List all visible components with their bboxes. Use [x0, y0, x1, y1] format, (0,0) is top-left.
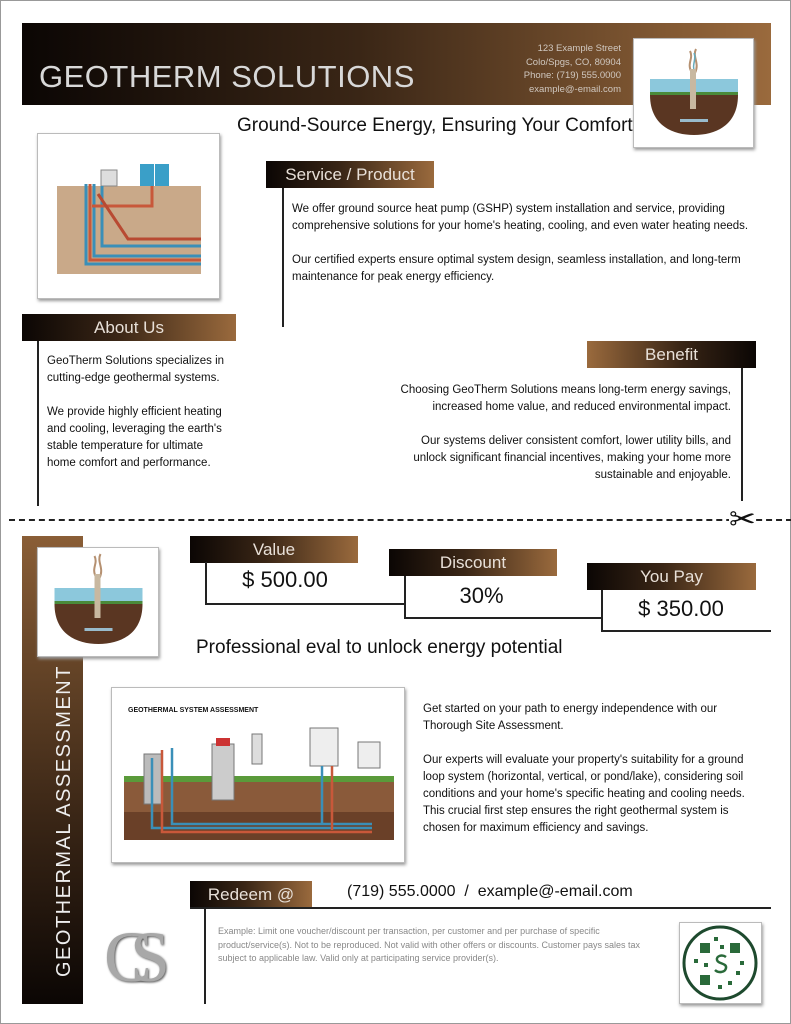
value-amount: $ 500.00 [242, 567, 328, 592]
coupon-tagline: Professional eval to unlock energy potential [196, 637, 563, 658]
discount-header: Discount [389, 549, 557, 576]
assessment-text [423, 701, 763, 854]
redeem-header: Redeem @ [190, 881, 312, 908]
about-header: About Us [22, 314, 236, 341]
redeem-divider [190, 907, 771, 909]
redeem-contact[interactable]: (719) 555.0000 / example@-email.com [347, 883, 633, 900]
discount-amount: 30% [459, 583, 504, 608]
benefit-text [391, 382, 731, 501]
value-box-line [205, 603, 405, 605]
geotherm-logo-icon [634, 39, 753, 147]
discount-box-line [404, 576, 406, 619]
qr-code-box[interactable] [679, 922, 762, 1004]
benefit-paragraph: Choosing GeoTherm Solutions means long-term energy savings, increased home value, and reduced environmental impact. [400, 384, 731, 413]
contact-block [524, 42, 621, 96]
pay-box-line [601, 630, 771, 632]
service-header: Service / Product [266, 161, 434, 188]
assessment-paragraph: Get started on your path to energy independence with our Thorough Site Assessment. [423, 703, 718, 732]
fine-print-divider [204, 908, 206, 1004]
discount-box-line [404, 617, 602, 619]
address-line2: Colo/Spgs, CO, 80904 [525, 56, 621, 68]
scissors-icon: ✂ [729, 501, 756, 537]
about-paragraph: GeoTherm Solutions specializes in cutting-edge geothermal systems. [47, 355, 225, 384]
you-pay-header: You Pay [587, 563, 756, 590]
benefit-header: Benefit [587, 341, 756, 368]
benefit-paragraph: Our systems deliver consistent comfort, lower utility bills, and unlock significant financial incentives, making your home more sustainable and enjoyable. [413, 435, 731, 481]
assessment-image [111, 687, 405, 863]
ground-loop-diagram-icon [38, 134, 219, 298]
assessment-image-title: GEOTHERMAL SYSTEM ASSESSMENT [128, 707, 259, 714]
service-text [292, 201, 762, 303]
service-divider [282, 188, 284, 327]
cs-monogram-logo: CS [104, 917, 149, 997]
value-header: Value [190, 536, 358, 563]
cut-line [9, 519, 791, 521]
company-title: GEOTHERM SOLUTIONS [39, 59, 415, 94]
email[interactable]: example@-email.com [528, 83, 621, 95]
service-paragraph: We offer ground source heat pump (GSHP) system installation and service, providing comprehensive solutions for your home's heating, cooling, and even water heating needs. [292, 203, 749, 232]
service-paragraph: Our certified experts ensure optimal system design, seamless installation, and long-term maintenance for peak energy efficiency. [292, 254, 741, 283]
phone[interactable]: Phone: (719) 555.0000 [523, 70, 621, 82]
address-line1: 123 Example Street [537, 43, 621, 54]
geotherm-logo-icon [38, 548, 158, 656]
pay-box-line [601, 590, 603, 632]
value-box-line [205, 562, 207, 605]
main-tagline: Ground-Source Energy, Ensuring Your Comfort [237, 115, 633, 136]
about-paragraph: We provide highly efficient heating and cooling, leveraging the earth's stable temperature for ultimate home comfort and performance. [47, 406, 222, 469]
assessment-paragraph: Our experts will evaluate your property's suitability for a ground loop system (horizontal, vertical, or pond/lake), considering soil conditions and your home's specific heating and cooling needs. This crucial first step ensures the right geothermal system is chosen for maximum efficiency and savings. [423, 754, 745, 834]
coupon-logo-box [37, 547, 159, 657]
qr-code-icon [680, 923, 761, 1003]
ground-loop-image [37, 133, 220, 299]
fine-print: Example: Limit one voucher/discount per transaction, per customer and per purchase of specific product/service(s). Not to be reproduced. Not valid with other offers or discounts. Customer pays sales tax subject to applicable law. Valid only at participating service provider(s). [218, 926, 641, 963]
about-text [47, 353, 232, 489]
coupon-side-label: GEOTHERMAL ASSESSMENT [53, 665, 75, 977]
logo-box [633, 38, 754, 148]
assessment-diagram-icon [112, 688, 404, 862]
about-divider [37, 341, 39, 506]
you-pay-amount: $ 350.00 [638, 596, 724, 621]
benefit-divider [741, 368, 743, 506]
